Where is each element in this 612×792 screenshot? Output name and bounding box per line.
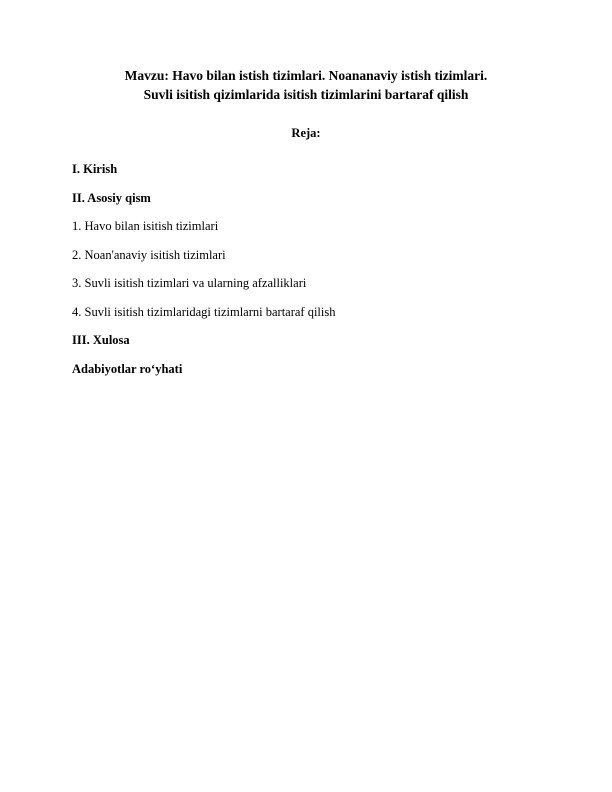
- outline-item-bibliography: Adabiyotlar roʻyhati: [72, 361, 183, 376]
- outline-item-kirish: I. Kirish: [72, 162, 118, 176]
- plan-heading: Reja:: [291, 126, 321, 140]
- document-title: [72, 66, 540, 104]
- outline-item-asosiy-qism: II. Asosiy qism: [72, 190, 151, 205]
- outline-list: [72, 161, 540, 377]
- outline-item-xulosa: III. Xulosa: [72, 333, 130, 347]
- outline-item-4: 4. Suvli isitish tizimlaridagi tizimlarni bartaraf qilish: [72, 304, 336, 319]
- outline-item-3: 3. Suvli isitish tizimlari va ularning afzalliklari: [72, 276, 307, 290]
- outline-item-1: 1. Havo bilan isitish tizimlari: [72, 219, 219, 233]
- title-line-1: Mavzu: Havo bilan istish tizimlari. Noananaviy istish tizimlari.: [124, 68, 488, 83]
- outline-item-2: 2. Noan'anaviy isitish tizimlari: [72, 247, 226, 262]
- document-body: [72, 66, 540, 377]
- title-line-2: Suvli isitish qizimlarida isitish tizimlarini bartaraf qilish: [143, 87, 469, 102]
